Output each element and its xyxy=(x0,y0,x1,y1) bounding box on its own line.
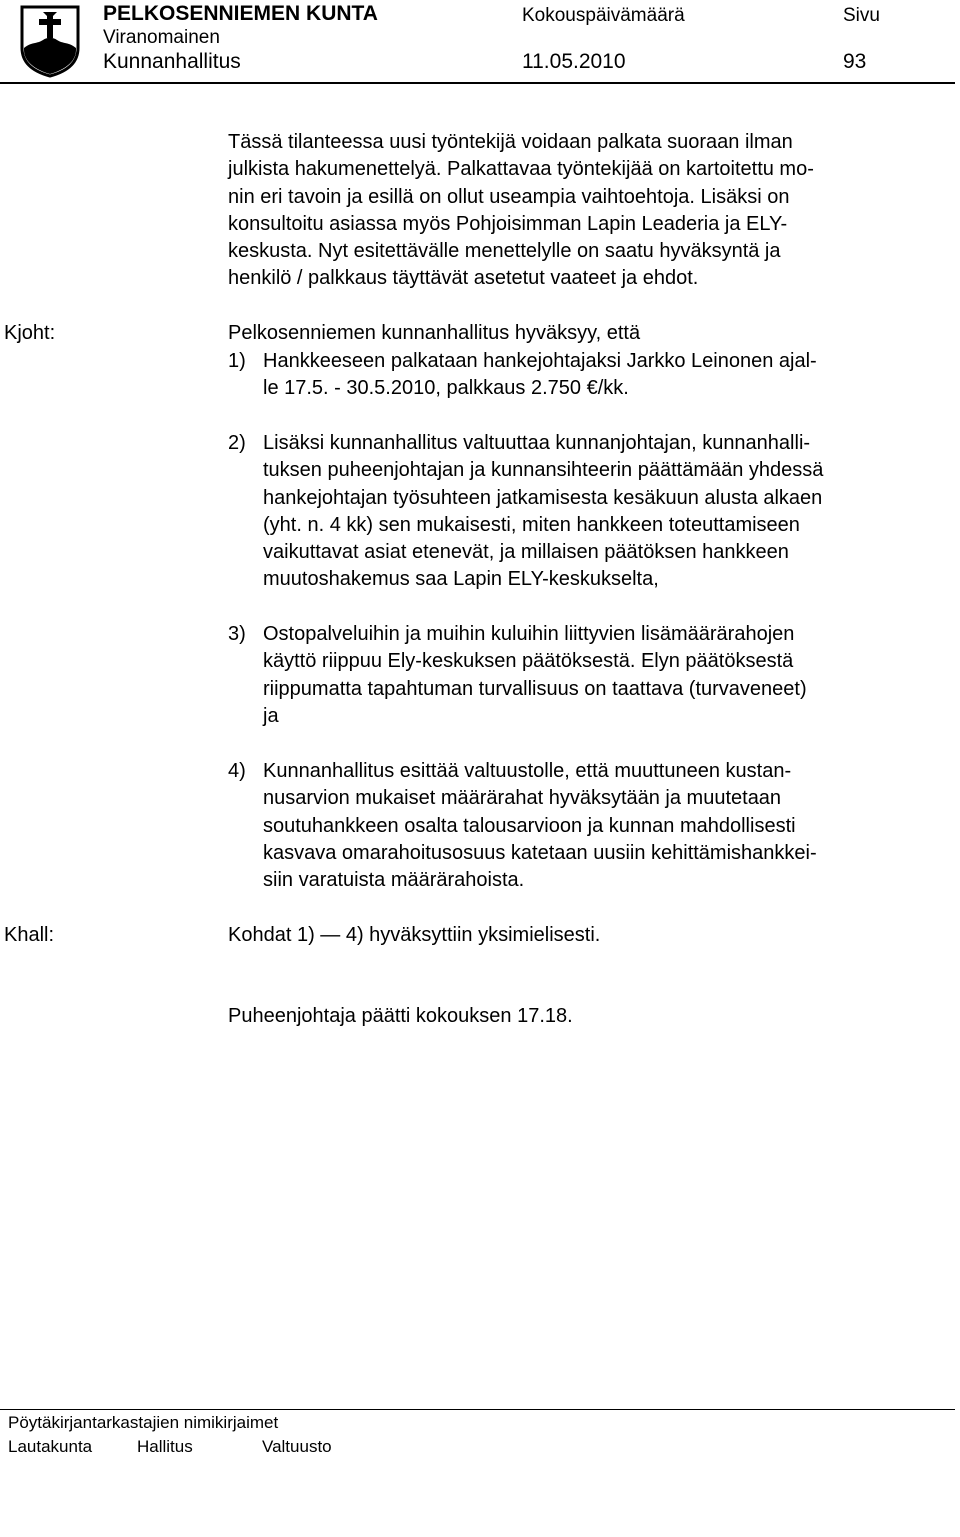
item-line: muutoshakemus saa Lapin ELY-keskukselta, xyxy=(263,568,659,591)
item-number: 2) xyxy=(228,432,246,454)
item-line: ja xyxy=(263,704,279,727)
item-line: Ostopalveluihin ja muihin kuluihin liittyvien lisämäärärahojen xyxy=(263,623,795,645)
footer-title: Pöytäkirjantarkastajien nimikirjaimet xyxy=(8,1413,279,1432)
footer-column-lautakunta: Lautakunta xyxy=(8,1437,93,1456)
meeting-date-label: Kokouspäivämäärä xyxy=(522,5,685,26)
item-line: Kunnanhallitus esittää valtuustolle, että muuttuneen kustan- xyxy=(263,760,792,782)
item-text xyxy=(263,348,817,403)
intro-line: konsultoitu asiassa myös Pohjoisimman Lapin Leaderia ja ELY- xyxy=(228,212,788,235)
intro-line: nin eri tavoin ja esillä on ollut useampia vaihtoehtoja. Lisäksi on xyxy=(228,185,790,208)
item-line: riippumatta tapahtuman turvallisuus on taattava (turvaveneet) xyxy=(263,677,807,700)
header-divider xyxy=(0,82,955,84)
intro-line: julkista hakumenettelyä. Palkattavaa työntekijää on kartoitettu mo- xyxy=(228,158,814,181)
proposal-lead: Pelkosenniemen kunnanhallitus hyväksyy, että xyxy=(228,322,641,344)
item-line: hankejohtajan työsuhteen jatkamisesta kesäkuun alusta alkaen xyxy=(263,486,823,509)
item-text xyxy=(263,758,817,894)
item-line: tuksen puheenjohtajan ja kunnansihteerin päättämään yhdessä xyxy=(263,459,824,482)
item-number: 4) xyxy=(228,760,246,782)
item-line: (yht. n. 4 kk) sen mukaisesti, miten hankkeen toteuttamiseen xyxy=(263,513,800,536)
intro-line: henkilö / palkkaus täyttävät asetetut vaateet ja ehdot. xyxy=(228,267,699,290)
item-line: nusarvion mukaiset määrärahat hyväksytään ja muutetaan xyxy=(263,787,782,810)
item-line: kasvava omarahoitusosuus katetaan uusiin kehittämishankkei- xyxy=(263,841,817,864)
item-line: soutuhankkeen osalta talousarvioon ja kunnan mahdollisesti xyxy=(263,814,796,837)
closing-text: Puheenjohtaja päätti kokouksen 17.18. xyxy=(228,1005,573,1027)
proposal-label: Kjoht: xyxy=(4,322,56,344)
page-label: Sivu xyxy=(843,5,880,26)
meeting-date: 11.05.2010 xyxy=(522,50,626,73)
item-number: 1) xyxy=(228,350,246,372)
footer-column-hallitus: Hallitus xyxy=(137,1437,193,1456)
item-line: Hankkeeseen palkataan hankejohtajaksi Jarkko Leinonen ajal- xyxy=(263,350,817,372)
item-line: Lisäksi kunnanhallitus valtuuttaa kunnanjohtajan, kunnanhalli- xyxy=(263,432,811,454)
page-number: 93 xyxy=(843,50,867,73)
item-line: le 17.5. - 30.5.2010, palkkaus 2.750 €/kk. xyxy=(263,377,629,400)
item-text xyxy=(263,430,823,594)
decision-label: Khall: xyxy=(4,924,55,946)
item-text xyxy=(263,621,807,730)
decision-text: Kohdat 1) — 4) hyväksyttiin yksimielisesti. xyxy=(228,924,601,946)
intro-line: Tässä tilanteessa uusi työntekijä voidaan palkata suoraan ilman xyxy=(228,131,793,153)
item-line: käyttö riippuu Ely-keskuksen päätöksestä. Elyn päätöksestä xyxy=(263,650,794,673)
intro-paragraph xyxy=(228,129,814,293)
item-line: siin varatuista määrärahoista. xyxy=(263,869,525,892)
meeting-body: Kunnanhallitus xyxy=(103,50,241,73)
municipality-coat-of-arms-icon xyxy=(19,4,81,78)
footer-column-valtuusto: Valtuusto xyxy=(262,1437,332,1456)
municipality-name: PELKOSENNIEMEN KUNTA xyxy=(103,2,378,25)
footer-divider xyxy=(0,1409,955,1410)
item-line: vaikuttavat asiat etenevät, ja millaisen päätöksen hankkeen xyxy=(263,541,789,564)
intro-line: keskusta. Nyt esitettävälle menettelylle on saatu hyväksyntä ja xyxy=(228,240,781,263)
item-number: 3) xyxy=(228,623,246,645)
authority-label: Viranomainen xyxy=(103,27,220,48)
